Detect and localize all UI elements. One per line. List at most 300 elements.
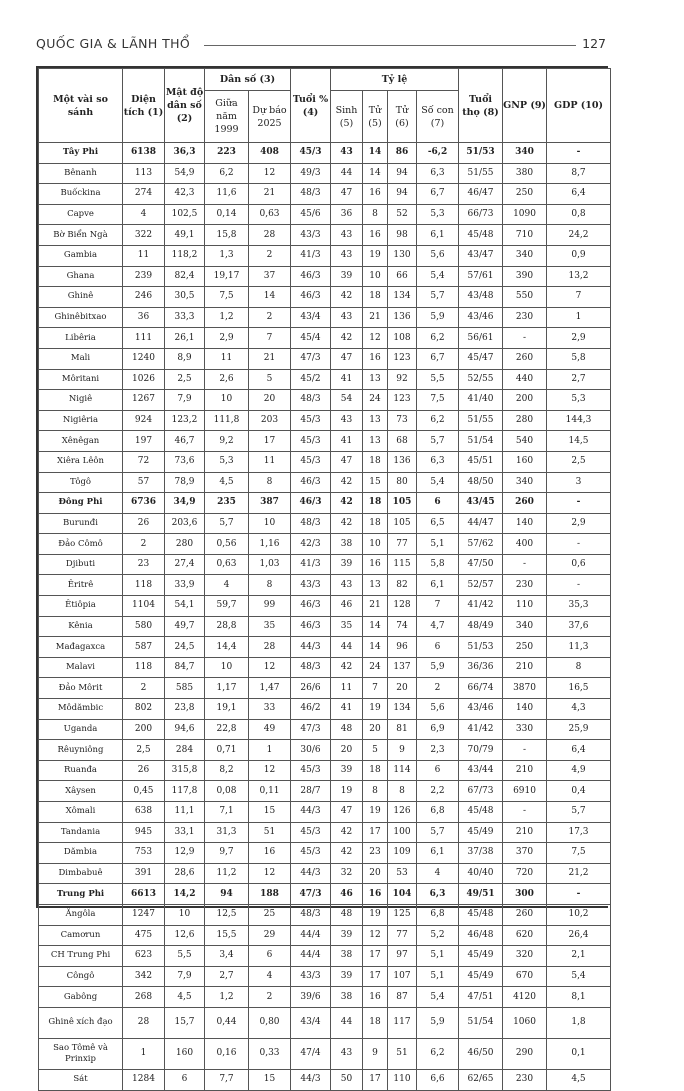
value-cell: 41 bbox=[331, 699, 363, 720]
value-cell: 86 bbox=[388, 143, 417, 164]
country-cell: Êritrê bbox=[39, 575, 123, 596]
value-cell: 41/3 bbox=[291, 554, 331, 575]
value-cell: 9 bbox=[363, 1038, 388, 1069]
value-cell: 113 bbox=[123, 163, 165, 184]
value-cell: 14 bbox=[363, 163, 388, 184]
value-cell: 1247 bbox=[123, 904, 165, 925]
value-cell: 0,08 bbox=[205, 781, 249, 802]
value-cell: 51/55 bbox=[459, 410, 503, 431]
country-cell: Bờ Biển Ngà bbox=[39, 225, 123, 246]
value-cell: 15,7 bbox=[165, 1007, 205, 1038]
value-cell: 14 bbox=[363, 637, 388, 658]
value-cell: 280 bbox=[503, 410, 547, 431]
value-cell: 17 bbox=[363, 966, 388, 987]
value-cell: 137 bbox=[388, 657, 417, 678]
value-cell: 4,7 bbox=[417, 616, 459, 637]
value-cell: 5,3 bbox=[417, 204, 459, 225]
value-cell: 39 bbox=[331, 760, 363, 781]
value-cell: 97 bbox=[388, 946, 417, 967]
value-cell: 8 bbox=[249, 575, 291, 596]
header-rule bbox=[204, 45, 576, 46]
value-cell: 0,11 bbox=[249, 781, 291, 802]
country-cell: Kênia bbox=[39, 616, 123, 637]
col-header-density: Mật độ dân số (2) bbox=[165, 69, 205, 143]
value-cell: 6138 bbox=[123, 143, 165, 164]
value-cell: 16 bbox=[363, 225, 388, 246]
value-cell: - bbox=[547, 884, 611, 905]
value-cell: 390 bbox=[503, 266, 547, 287]
value-cell: 41 bbox=[331, 431, 363, 452]
value-cell: 0,1 bbox=[547, 1038, 611, 1069]
value-cell: 11,1 bbox=[165, 802, 205, 823]
value-cell: 54,1 bbox=[165, 596, 205, 617]
value-cell: 44 bbox=[331, 1007, 363, 1038]
value-cell: 66/73 bbox=[459, 204, 503, 225]
value-cell: 77 bbox=[388, 534, 417, 555]
value-cell: 43 bbox=[331, 143, 363, 164]
value-cell: 45/2 bbox=[291, 369, 331, 390]
value-cell: 18 bbox=[363, 1007, 388, 1038]
table-row bbox=[39, 369, 611, 390]
value-cell: 111,8 bbox=[205, 410, 249, 431]
value-cell: 18 bbox=[363, 493, 388, 514]
value-cell: 4 bbox=[205, 575, 249, 596]
value-cell: 340 bbox=[503, 616, 547, 637]
table-row bbox=[39, 781, 611, 802]
country-cell: Trung Phi bbox=[39, 884, 123, 905]
value-cell: 28/7 bbox=[291, 781, 331, 802]
value-cell: 8,9 bbox=[165, 348, 205, 369]
value-cell: 20 bbox=[388, 678, 417, 699]
value-cell: 36,3 bbox=[165, 143, 205, 164]
value-cell: 6,3 bbox=[417, 451, 459, 472]
value-cell: 7,5 bbox=[205, 287, 249, 308]
value-cell: 7,1 bbox=[205, 802, 249, 823]
value-cell: 580 bbox=[123, 616, 165, 637]
value-cell: 5,5 bbox=[417, 369, 459, 390]
value-cell: 5,8 bbox=[547, 348, 611, 369]
value-cell: 140 bbox=[503, 513, 547, 534]
value-cell: 2 bbox=[249, 987, 291, 1008]
value-cell: 2 bbox=[417, 678, 459, 699]
value-cell: 0,6 bbox=[547, 554, 611, 575]
value-cell: 136 bbox=[388, 451, 417, 472]
value-cell: 57/62 bbox=[459, 534, 503, 555]
value-cell: 710 bbox=[503, 225, 547, 246]
value-cell: 42 bbox=[331, 822, 363, 843]
value-cell: 21 bbox=[249, 184, 291, 205]
table-row bbox=[39, 884, 611, 905]
value-cell: 24 bbox=[363, 390, 388, 411]
value-cell: 52 bbox=[388, 204, 417, 225]
value-cell: 1 bbox=[249, 740, 291, 761]
value-cell: 57 bbox=[123, 472, 165, 493]
value-cell: 19,17 bbox=[205, 266, 249, 287]
value-cell: 20 bbox=[249, 390, 291, 411]
value-cell: 125 bbox=[388, 904, 417, 925]
country-cell: Mali bbox=[39, 348, 123, 369]
value-cell: 73,6 bbox=[165, 451, 205, 472]
table-row bbox=[39, 946, 611, 967]
value-cell: 6,1 bbox=[417, 225, 459, 246]
value-cell: 43/44 bbox=[459, 760, 503, 781]
value-cell: 26/6 bbox=[291, 678, 331, 699]
value-cell: 42 bbox=[331, 493, 363, 514]
value-cell: 0,45 bbox=[123, 781, 165, 802]
value-cell: 3870 bbox=[503, 678, 547, 699]
col-header-population: Dân số (3) bbox=[205, 69, 291, 91]
value-cell: 9,2 bbox=[205, 431, 249, 452]
value-cell: 81 bbox=[388, 719, 417, 740]
value-cell: 340 bbox=[503, 472, 547, 493]
value-cell: 210 bbox=[503, 760, 547, 781]
table-row bbox=[39, 987, 611, 1008]
country-cell: Buốckina bbox=[39, 184, 123, 205]
value-cell: 8,7 bbox=[547, 163, 611, 184]
value-cell: 48/49 bbox=[459, 616, 503, 637]
value-cell: 38 bbox=[331, 534, 363, 555]
value-cell: 284 bbox=[165, 740, 205, 761]
value-cell: 230 bbox=[503, 575, 547, 596]
value-cell: 43/45 bbox=[459, 493, 503, 514]
value-cell: - bbox=[547, 143, 611, 164]
value-cell: 23,8 bbox=[165, 699, 205, 720]
value-cell: 46/3 bbox=[291, 266, 331, 287]
value-cell: 246 bbox=[123, 287, 165, 308]
value-cell: 45/48 bbox=[459, 225, 503, 246]
value-cell: 46/3 bbox=[291, 287, 331, 308]
value-cell: 2,5 bbox=[165, 369, 205, 390]
value-cell: 11 bbox=[249, 451, 291, 472]
value-cell: 48/3 bbox=[291, 184, 331, 205]
value-cell: 44/3 bbox=[291, 1069, 331, 1090]
value-cell: 20 bbox=[363, 863, 388, 884]
value-cell: 380 bbox=[503, 163, 547, 184]
value-cell: 44/4 bbox=[291, 925, 331, 946]
value-cell: 45/6 bbox=[291, 204, 331, 225]
value-cell: 21 bbox=[363, 307, 388, 328]
value-cell: 15 bbox=[363, 472, 388, 493]
value-cell: 140 bbox=[503, 699, 547, 720]
value-cell: 48 bbox=[331, 719, 363, 740]
value-cell: 7 bbox=[417, 596, 459, 617]
value-cell: 5,8 bbox=[417, 554, 459, 575]
value-cell: 20 bbox=[363, 719, 388, 740]
value-cell: 10 bbox=[249, 513, 291, 534]
value-cell: 25,9 bbox=[547, 719, 611, 740]
value-cell: 34,9 bbox=[165, 493, 205, 514]
value-cell: 7,7 bbox=[205, 1069, 249, 1090]
value-cell: 110 bbox=[388, 1069, 417, 1090]
value-cell: 45/3 bbox=[291, 843, 331, 864]
table-row bbox=[39, 204, 611, 225]
col-header-children: Số con (7) bbox=[417, 91, 459, 143]
value-cell: 12 bbox=[363, 925, 388, 946]
value-cell: 17 bbox=[363, 946, 388, 967]
value-cell: 118 bbox=[123, 575, 165, 596]
value-cell: 13 bbox=[363, 410, 388, 431]
value-cell: 4,5 bbox=[205, 472, 249, 493]
value-cell: 7 bbox=[249, 328, 291, 349]
value-cell: 54 bbox=[331, 390, 363, 411]
value-cell: 16 bbox=[363, 554, 388, 575]
value-cell: 23 bbox=[363, 843, 388, 864]
value-cell: 126 bbox=[388, 802, 417, 823]
value-cell: 585 bbox=[165, 678, 205, 699]
value-cell: - bbox=[547, 534, 611, 555]
value-cell: 10 bbox=[205, 657, 249, 678]
value-cell: 4120 bbox=[503, 987, 547, 1008]
value-cell: 43/3 bbox=[291, 575, 331, 596]
value-cell: 0,56 bbox=[205, 534, 249, 555]
value-cell: - bbox=[503, 554, 547, 575]
value-cell: 408 bbox=[249, 143, 291, 164]
value-cell: 1284 bbox=[123, 1069, 165, 1090]
value-cell: 250 bbox=[503, 637, 547, 658]
value-cell: 210 bbox=[503, 822, 547, 843]
value-cell: 72 bbox=[123, 451, 165, 472]
value-cell: 280 bbox=[165, 534, 205, 555]
value-cell: 6,2 bbox=[417, 1038, 459, 1069]
value-cell: 945 bbox=[123, 822, 165, 843]
value-cell: 45/47 bbox=[459, 348, 503, 369]
value-cell: 51/55 bbox=[459, 163, 503, 184]
value-cell: 19 bbox=[363, 245, 388, 266]
value-cell: 1,2 bbox=[205, 987, 249, 1008]
value-cell: 6 bbox=[417, 493, 459, 514]
table-row bbox=[39, 287, 611, 308]
value-cell: 43 bbox=[331, 307, 363, 328]
value-cell: 40/40 bbox=[459, 863, 503, 884]
country-cell: Libêria bbox=[39, 328, 123, 349]
value-cell: 21 bbox=[249, 348, 291, 369]
value-cell: 19,1 bbox=[205, 699, 249, 720]
value-cell: 118,2 bbox=[165, 245, 205, 266]
value-cell: 1267 bbox=[123, 390, 165, 411]
value-cell: 12 bbox=[249, 657, 291, 678]
value-cell: 48/50 bbox=[459, 472, 503, 493]
value-cell: 28 bbox=[249, 225, 291, 246]
value-cell: 44/3 bbox=[291, 802, 331, 823]
value-cell: 49 bbox=[249, 719, 291, 740]
country-cell: Malavi bbox=[39, 657, 123, 678]
value-cell: 4 bbox=[249, 966, 291, 987]
value-cell: 315,8 bbox=[165, 760, 205, 781]
value-cell: 12,9 bbox=[165, 843, 205, 864]
value-cell: 49/3 bbox=[291, 163, 331, 184]
value-cell: 5,1 bbox=[417, 534, 459, 555]
col-header-birth: Sinh (5) bbox=[331, 91, 363, 143]
value-cell: 100 bbox=[388, 822, 417, 843]
value-cell: 47/50 bbox=[459, 554, 503, 575]
value-cell: 46/2 bbox=[291, 699, 331, 720]
country-cell: Ăngôla bbox=[39, 904, 123, 925]
value-cell: 87 bbox=[388, 987, 417, 1008]
value-cell: 197 bbox=[123, 431, 165, 452]
value-cell: 188 bbox=[249, 884, 291, 905]
value-cell: 51 bbox=[388, 1038, 417, 1069]
value-cell: 36 bbox=[123, 307, 165, 328]
value-cell: 924 bbox=[123, 410, 165, 431]
value-cell: 51/54 bbox=[459, 431, 503, 452]
value-cell: 47/3 bbox=[291, 719, 331, 740]
value-cell: 0,8 bbox=[547, 204, 611, 225]
country-cell: Ghinê xích đạo bbox=[39, 1007, 123, 1038]
value-cell: 42 bbox=[331, 513, 363, 534]
country-cell: Capve bbox=[39, 204, 123, 225]
value-cell: 47 bbox=[331, 184, 363, 205]
col-header-gnp: GNP (9) bbox=[503, 69, 547, 143]
statistics-table-frame bbox=[36, 66, 608, 1085]
value-cell: 18 bbox=[363, 760, 388, 781]
value-cell: 18 bbox=[363, 451, 388, 472]
value-cell: 6,3 bbox=[417, 884, 459, 905]
value-cell: 111 bbox=[123, 328, 165, 349]
value-cell: 10,2 bbox=[547, 904, 611, 925]
value-cell: 28 bbox=[123, 1007, 165, 1038]
value-cell: 19 bbox=[331, 781, 363, 802]
value-cell: 7,5 bbox=[547, 843, 611, 864]
value-cell: 28,8 bbox=[205, 616, 249, 637]
value-cell: 9 bbox=[388, 740, 417, 761]
value-cell: 8 bbox=[363, 781, 388, 802]
country-cell: Gabông bbox=[39, 987, 123, 1008]
value-cell: 45/48 bbox=[459, 802, 503, 823]
value-cell: 109 bbox=[388, 843, 417, 864]
value-cell: 80 bbox=[388, 472, 417, 493]
value-cell: 54,9 bbox=[165, 163, 205, 184]
value-cell: 42/3 bbox=[291, 534, 331, 555]
value-cell: - bbox=[547, 493, 611, 514]
value-cell: 10 bbox=[165, 904, 205, 925]
value-cell: 43 bbox=[331, 225, 363, 246]
value-cell: 19 bbox=[363, 904, 388, 925]
value-cell: 123 bbox=[388, 390, 417, 411]
country-cell: Camơrun bbox=[39, 925, 123, 946]
value-cell: 57/61 bbox=[459, 266, 503, 287]
value-cell: 66/74 bbox=[459, 678, 503, 699]
value-cell: 330 bbox=[503, 719, 547, 740]
value-cell: 5,7 bbox=[547, 802, 611, 823]
table-row bbox=[39, 225, 611, 246]
value-cell: 300 bbox=[503, 884, 547, 905]
value-cell: 6,4 bbox=[547, 740, 611, 761]
value-cell: 15,5 bbox=[205, 925, 249, 946]
value-cell: 2 bbox=[249, 245, 291, 266]
value-cell: 200 bbox=[123, 719, 165, 740]
value-cell: 98 bbox=[388, 225, 417, 246]
value-cell: 6,8 bbox=[417, 904, 459, 925]
value-cell: 123 bbox=[388, 348, 417, 369]
value-cell: 1 bbox=[547, 307, 611, 328]
value-cell: 28,6 bbox=[165, 863, 205, 884]
value-cell: 6736 bbox=[123, 493, 165, 514]
value-cell: 5 bbox=[363, 740, 388, 761]
value-cell: 29 bbox=[249, 925, 291, 946]
value-cell: 5,1 bbox=[417, 946, 459, 967]
value-cell: 370 bbox=[503, 843, 547, 864]
value-cell: 43/4 bbox=[291, 307, 331, 328]
value-cell: 41/3 bbox=[291, 245, 331, 266]
value-cell: 30/6 bbox=[291, 740, 331, 761]
value-cell: 28 bbox=[249, 637, 291, 658]
value-cell: 51 bbox=[249, 822, 291, 843]
country-cell: Êtiôpia bbox=[39, 596, 123, 617]
value-cell: 74 bbox=[388, 616, 417, 637]
value-cell: 43/3 bbox=[291, 225, 331, 246]
value-cell: 46 bbox=[331, 596, 363, 617]
value-cell: 6,7 bbox=[417, 184, 459, 205]
value-cell: 21 bbox=[363, 596, 388, 617]
value-cell: 7,9 bbox=[165, 390, 205, 411]
value-cell: 203 bbox=[249, 410, 291, 431]
value-cell: 5,2 bbox=[417, 925, 459, 946]
value-cell: 33,1 bbox=[165, 822, 205, 843]
value-cell: 6,1 bbox=[417, 843, 459, 864]
value-cell: 2,9 bbox=[547, 513, 611, 534]
value-cell: 45/51 bbox=[459, 451, 503, 472]
value-cell: 11 bbox=[205, 348, 249, 369]
country-cell: Uganda bbox=[39, 719, 123, 740]
value-cell: 260 bbox=[503, 904, 547, 925]
value-cell: 1,03 bbox=[249, 554, 291, 575]
value-cell: 540 bbox=[503, 431, 547, 452]
value-cell: 11 bbox=[331, 678, 363, 699]
value-cell: 27,4 bbox=[165, 554, 205, 575]
value-cell: 49,1 bbox=[165, 225, 205, 246]
value-cell: 96 bbox=[388, 637, 417, 658]
value-cell: 47/4 bbox=[291, 1038, 331, 1069]
value-cell: 14 bbox=[363, 143, 388, 164]
value-cell: 49/51 bbox=[459, 884, 503, 905]
value-cell: 47 bbox=[331, 348, 363, 369]
value-cell: 42 bbox=[331, 657, 363, 678]
value-cell: 92 bbox=[388, 369, 417, 390]
value-cell: 35,3 bbox=[547, 596, 611, 617]
value-cell: 6 bbox=[417, 637, 459, 658]
value-cell: 6,2 bbox=[417, 410, 459, 431]
value-cell: 117,8 bbox=[165, 781, 205, 802]
value-cell: 43 bbox=[331, 575, 363, 596]
value-cell: 0,63 bbox=[205, 554, 249, 575]
value-cell: 94,6 bbox=[165, 719, 205, 740]
value-cell: 5,7 bbox=[417, 431, 459, 452]
value-cell: 10 bbox=[205, 390, 249, 411]
value-cell: 94 bbox=[205, 884, 249, 905]
value-cell: 38 bbox=[331, 987, 363, 1008]
value-cell: 6,6 bbox=[417, 1069, 459, 1090]
table-row bbox=[39, 802, 611, 823]
value-cell: 94 bbox=[388, 163, 417, 184]
value-cell: 39 bbox=[331, 966, 363, 987]
value-cell: 1026 bbox=[123, 369, 165, 390]
value-cell: 6 bbox=[165, 1069, 205, 1090]
value-cell: 104 bbox=[388, 884, 417, 905]
value-cell: 44/47 bbox=[459, 513, 503, 534]
value-cell: 274 bbox=[123, 184, 165, 205]
value-cell: 239 bbox=[123, 266, 165, 287]
value-cell: 43/47 bbox=[459, 245, 503, 266]
value-cell: 18 bbox=[363, 513, 388, 534]
value-cell: 37,6 bbox=[547, 616, 611, 637]
value-cell: 44 bbox=[331, 163, 363, 184]
value-cell: 340 bbox=[503, 143, 547, 164]
country-cell: Gambia bbox=[39, 245, 123, 266]
value-cell: 47 bbox=[331, 451, 363, 472]
value-cell: 19 bbox=[363, 802, 388, 823]
value-cell: 1060 bbox=[503, 1007, 547, 1038]
value-cell: 0,44 bbox=[205, 1007, 249, 1038]
